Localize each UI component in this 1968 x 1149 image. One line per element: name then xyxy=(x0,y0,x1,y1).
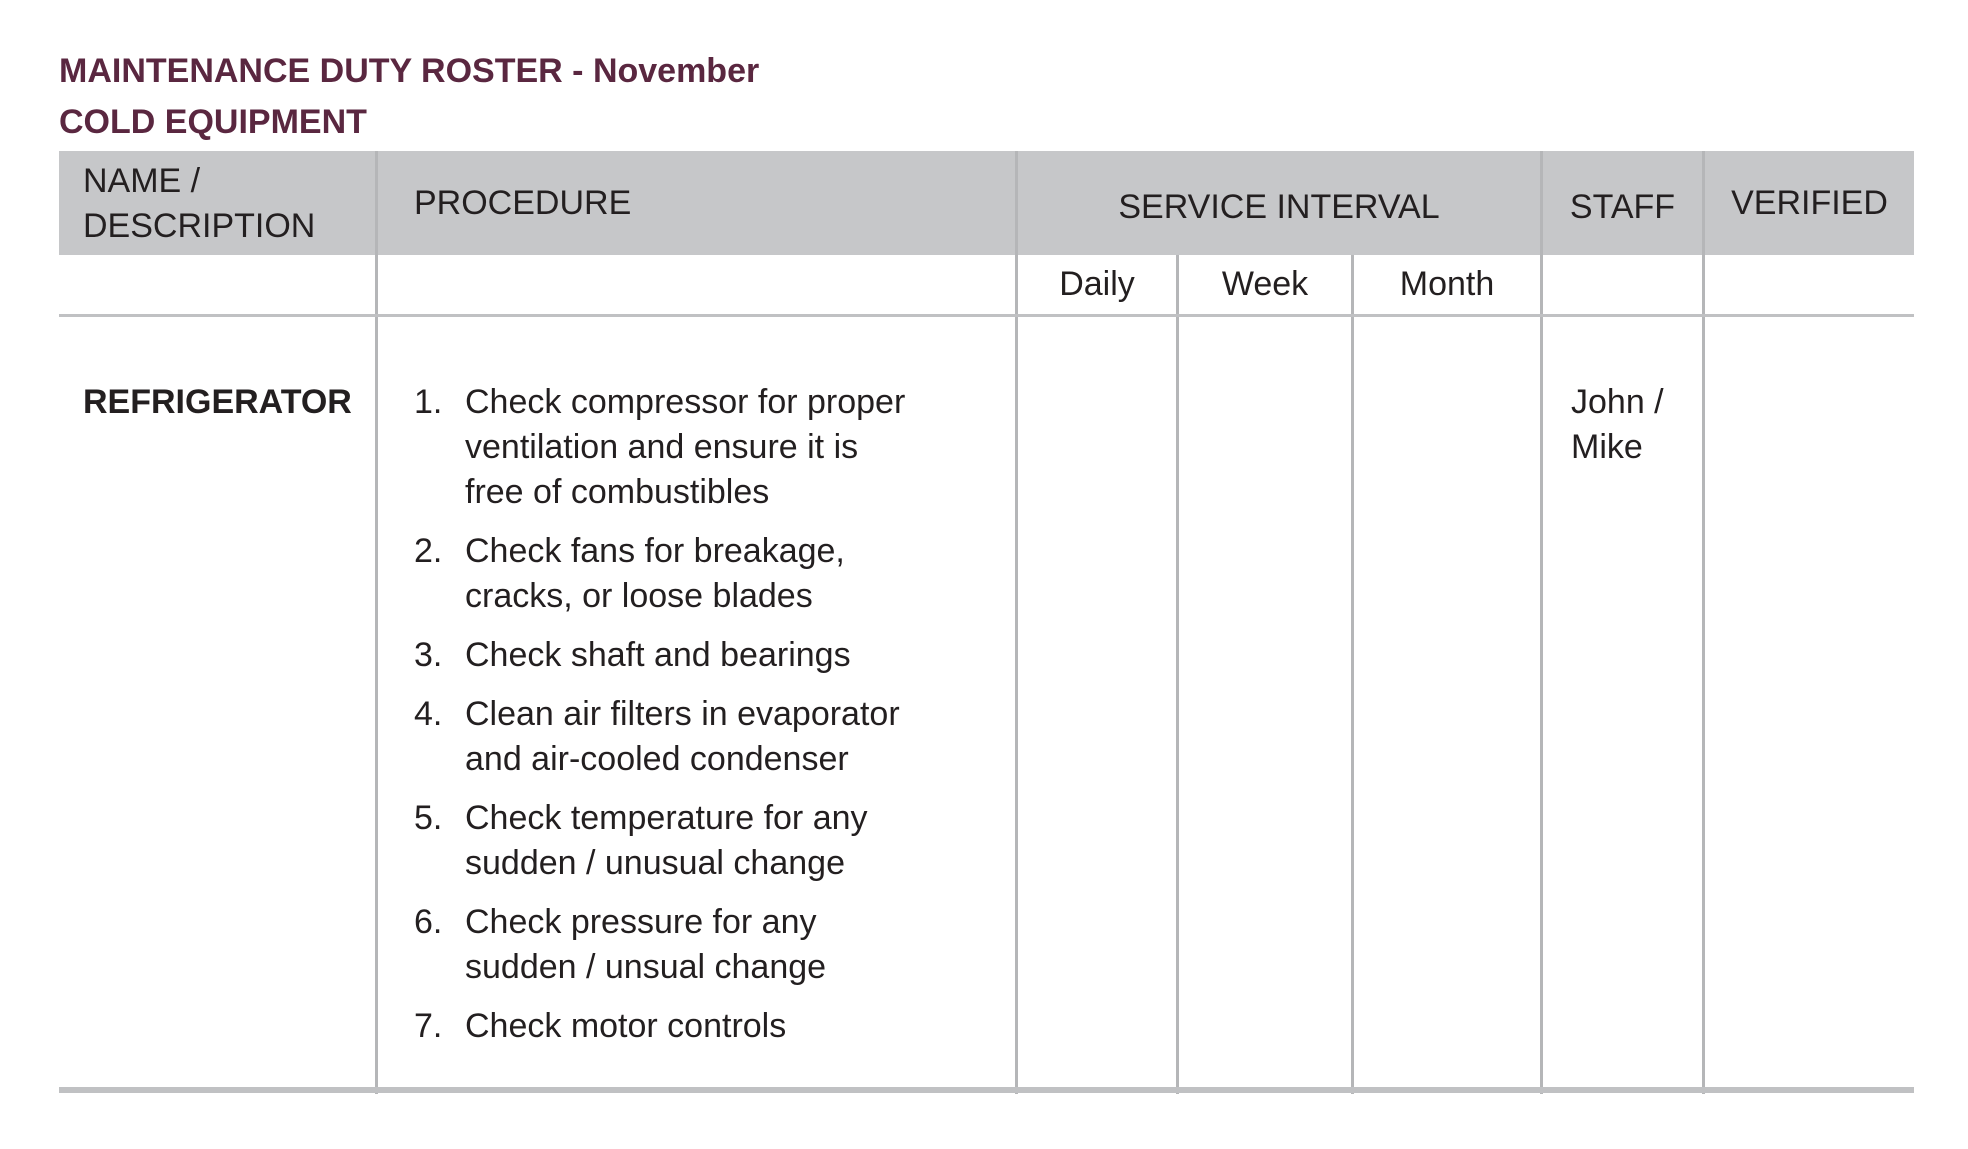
step-number: 6. xyxy=(414,903,443,941)
procedure-step xyxy=(414,1004,1014,1049)
step-text-line: free of combustibles xyxy=(465,473,770,511)
page-subtitle: COLD EQUIPMENT xyxy=(59,103,367,141)
step-text-line: Check pressure for any xyxy=(465,903,817,941)
procedure-step xyxy=(414,529,1014,619)
procedure-step xyxy=(414,796,1014,886)
step-text-line: Check compressor for proper xyxy=(465,383,906,421)
column-header-name-line1: NAME / xyxy=(83,162,201,200)
column-header-name xyxy=(83,159,315,249)
column-divider xyxy=(1702,151,1705,1094)
table-bottom-rule xyxy=(59,1087,1914,1093)
step-number: 7. xyxy=(414,1007,443,1045)
step-number: 3. xyxy=(414,636,443,674)
column-header-name-line2: DESCRIPTION xyxy=(83,207,316,245)
step-number: 5. xyxy=(414,799,443,837)
step-text-line: Check fans for breakage, xyxy=(465,532,845,570)
procedure-step xyxy=(414,633,1014,678)
step-text-line: Check temperature for any xyxy=(465,799,868,837)
step-text-line: and air-cooled condenser xyxy=(465,740,849,778)
staff-line2: Mike xyxy=(1571,428,1643,466)
page-title: MAINTENANCE DUTY ROSTER - November xyxy=(59,52,760,90)
column-divider xyxy=(1351,255,1354,1094)
step-text-line: sudden / unsual change xyxy=(465,948,827,986)
step-text-line: Clean air filters in evaporator xyxy=(465,695,900,733)
procedure-step xyxy=(414,900,1014,990)
procedure-step xyxy=(414,692,1014,782)
step-text-line: ventilation and ensure it is xyxy=(465,428,859,466)
step-number: 4. xyxy=(414,695,443,733)
equipment-name: REFRIGERATOR xyxy=(83,383,352,421)
column-header-staff: STAFF xyxy=(1569,188,1676,226)
procedure-list xyxy=(414,380,1014,1063)
staff-cell xyxy=(1571,380,1664,470)
step-text-line: Check motor controls xyxy=(465,1007,787,1045)
subheader-week: Week xyxy=(1221,265,1309,303)
column-header-procedure: PROCEDURE xyxy=(414,184,632,222)
step-text-line: Check shaft and bearings xyxy=(465,636,851,674)
step-number: 2. xyxy=(414,532,443,570)
subheader-month: Month xyxy=(1399,265,1495,303)
procedure-step xyxy=(414,380,1014,515)
staff-line1: John / xyxy=(1571,383,1664,421)
column-divider xyxy=(1540,151,1543,1094)
step-number: 1. xyxy=(414,383,443,421)
step-text-line: sudden / unusual change xyxy=(465,844,845,882)
column-header-verified: VERIFIED xyxy=(1731,184,1888,222)
column-divider xyxy=(375,151,378,1094)
subheader-rule xyxy=(59,314,1914,317)
step-text-line: cracks, or loose blades xyxy=(465,577,813,615)
column-divider xyxy=(1176,255,1179,1094)
column-header-service-interval: SERVICE INTERVAL xyxy=(1118,188,1440,226)
subheader-daily: Daily xyxy=(1059,265,1135,303)
